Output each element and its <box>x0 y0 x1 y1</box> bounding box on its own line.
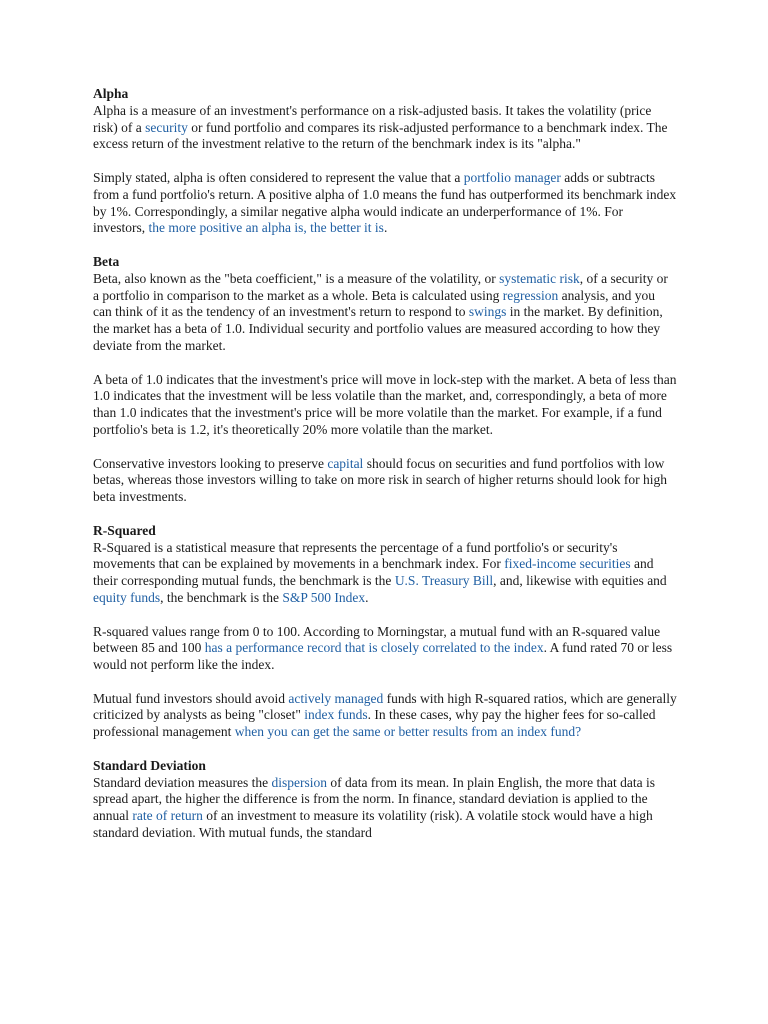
section-beta <box>93 254 677 506</box>
text-run: of data from its mean. In plain English, the more that data is spread apart, the higher the difference is from the norm. In finance, standard deviation is applied to the annual <box>93 774 655 824</box>
inline-link[interactable]: index funds <box>304 707 368 723</box>
text-run: , the benchmark is the <box>160 589 283 605</box>
inline-link[interactable]: fixed-income securities <box>504 556 631 572</box>
text-run: adds or subtracts from a fund portfolio's return. A positive alpha of 1.0 means the fund has outperformed its benchmark index by 1%. Correspondingly, a similar negative alpha would indicate an underperformance of 1%. For investors, <box>93 169 677 236</box>
paragraph <box>93 372 677 439</box>
text-run: and their corresponding mutual funds, the benchmark is the <box>93 556 654 589</box>
text-run: R-Squared is a statistical measure that represents the percentage of a fund portfolio's or security's movements that can be explained by movements in a benchmark index. For <box>93 539 618 572</box>
section-heading: Standard Deviation <box>93 757 206 773</box>
text-run: Mutual fund investors should avoid <box>93 690 289 706</box>
inline-link[interactable]: U.S. Treasury Bill <box>394 573 494 589</box>
inline-link[interactable]: dispersion <box>271 774 327 790</box>
text-run: . A fund rated 70 or less would not perform like the index. <box>93 640 673 673</box>
inline-link[interactable]: the more positive an alpha is, the better it is <box>148 220 384 236</box>
text-run: , and, likewise with equities and <box>493 573 667 589</box>
paragraph <box>93 103 677 153</box>
paragraph <box>93 170 677 237</box>
text-run: Alpha is a measure of an investment's performance on a risk-adjusted basis. It takes the volatility (price risk) of a <box>93 102 652 135</box>
inline-link[interactable]: rate of return <box>132 808 203 824</box>
inline-link[interactable]: when you can get the same or better results from an index fund? <box>234 724 582 740</box>
text-run: . In these cases, why pay the higher fees for so-called professional management <box>93 707 656 740</box>
paragraph <box>93 540 677 607</box>
text-run: Standard deviation measures the <box>93 774 272 790</box>
inline-link[interactable]: portfolio manager <box>463 169 561 185</box>
text-run: funds with high R-squared ratios, which are generally criticized by analysts as being "closet" <box>93 690 677 723</box>
section-heading: Beta <box>93 253 120 269</box>
text-run: or fund portfolio and compares its risk-adjusted performance to a benchmark index. The excess return of the investment relative to the return of the benchmark index is its "alpha." <box>93 119 668 152</box>
paragraph <box>93 691 677 741</box>
text-run: A beta of 1.0 indicates that the investment's price will move in lock-step with the market. A beta of less than 1.0 indicates that the investment will be less volatile than the market, and, correspondingly, a beta of more than 1.0 indicates that the investment's price will be more volatile than the market. For example, if a fund portfolio's beta is 1.2, it's theoretically 20% more volatile than the market. <box>93 371 677 437</box>
text-run: in the market. By definition, the market has a beta of 1.0. Individual security and portfolio values are measured according to how they deviate from the market. <box>93 304 663 353</box>
section-standard-deviation <box>93 758 677 842</box>
paragraph <box>93 775 677 842</box>
text-run: of an investment to measure its volatility (risk). A volatile stock would have a high standard deviation. With mutual funds, the standard <box>93 808 653 841</box>
text-run: Conservative investors looking to preserve <box>93 455 328 471</box>
inline-link[interactable]: security <box>145 119 188 135</box>
inline-link[interactable]: actively managed <box>288 690 384 706</box>
inline-link[interactable]: equity funds <box>93 589 161 605</box>
section-heading: Alpha <box>93 86 129 101</box>
inline-link[interactable]: systematic risk <box>499 270 580 286</box>
document-body <box>93 86 677 842</box>
text-run: Simply stated, alpha is often considered to represent the value that a <box>93 169 464 185</box>
text-run: . <box>365 589 369 605</box>
text-run: , of a security or a portfolio in comparison to the market as a whole. Beta is calculated using <box>93 270 668 303</box>
paragraph <box>93 271 677 355</box>
text-run: R-squared values range from 0 to 100. According to Morningstar, a mutual fund with an R-squared value between 85 and 100 <box>93 623 661 656</box>
text-run: . <box>383 220 388 236</box>
inline-link[interactable]: capital <box>327 455 364 471</box>
text-run: Beta, also known as the "beta coefficient," is a measure of the volatility, or <box>93 270 500 286</box>
inline-link[interactable]: regression <box>502 287 559 303</box>
inline-link[interactable]: S&P 500 Index <box>282 589 366 605</box>
text-run: analysis, and you can think of it as the tendency of an investment's return to respond to <box>93 287 655 320</box>
section-heading: R-Squared <box>93 522 156 538</box>
inline-link[interactable]: has a performance record that is closely correlated to the index <box>204 640 544 656</box>
inline-link[interactable]: swings <box>468 304 507 320</box>
section-r-squared <box>93 523 677 741</box>
text-run: should focus on securities and fund portfolios with low betas, whereas those investors willing to take on more risk in search of higher returns should look for high beta investments. <box>93 455 668 505</box>
paragraph <box>93 456 677 506</box>
section-alpha <box>93 86 677 237</box>
paragraph <box>93 624 677 674</box>
